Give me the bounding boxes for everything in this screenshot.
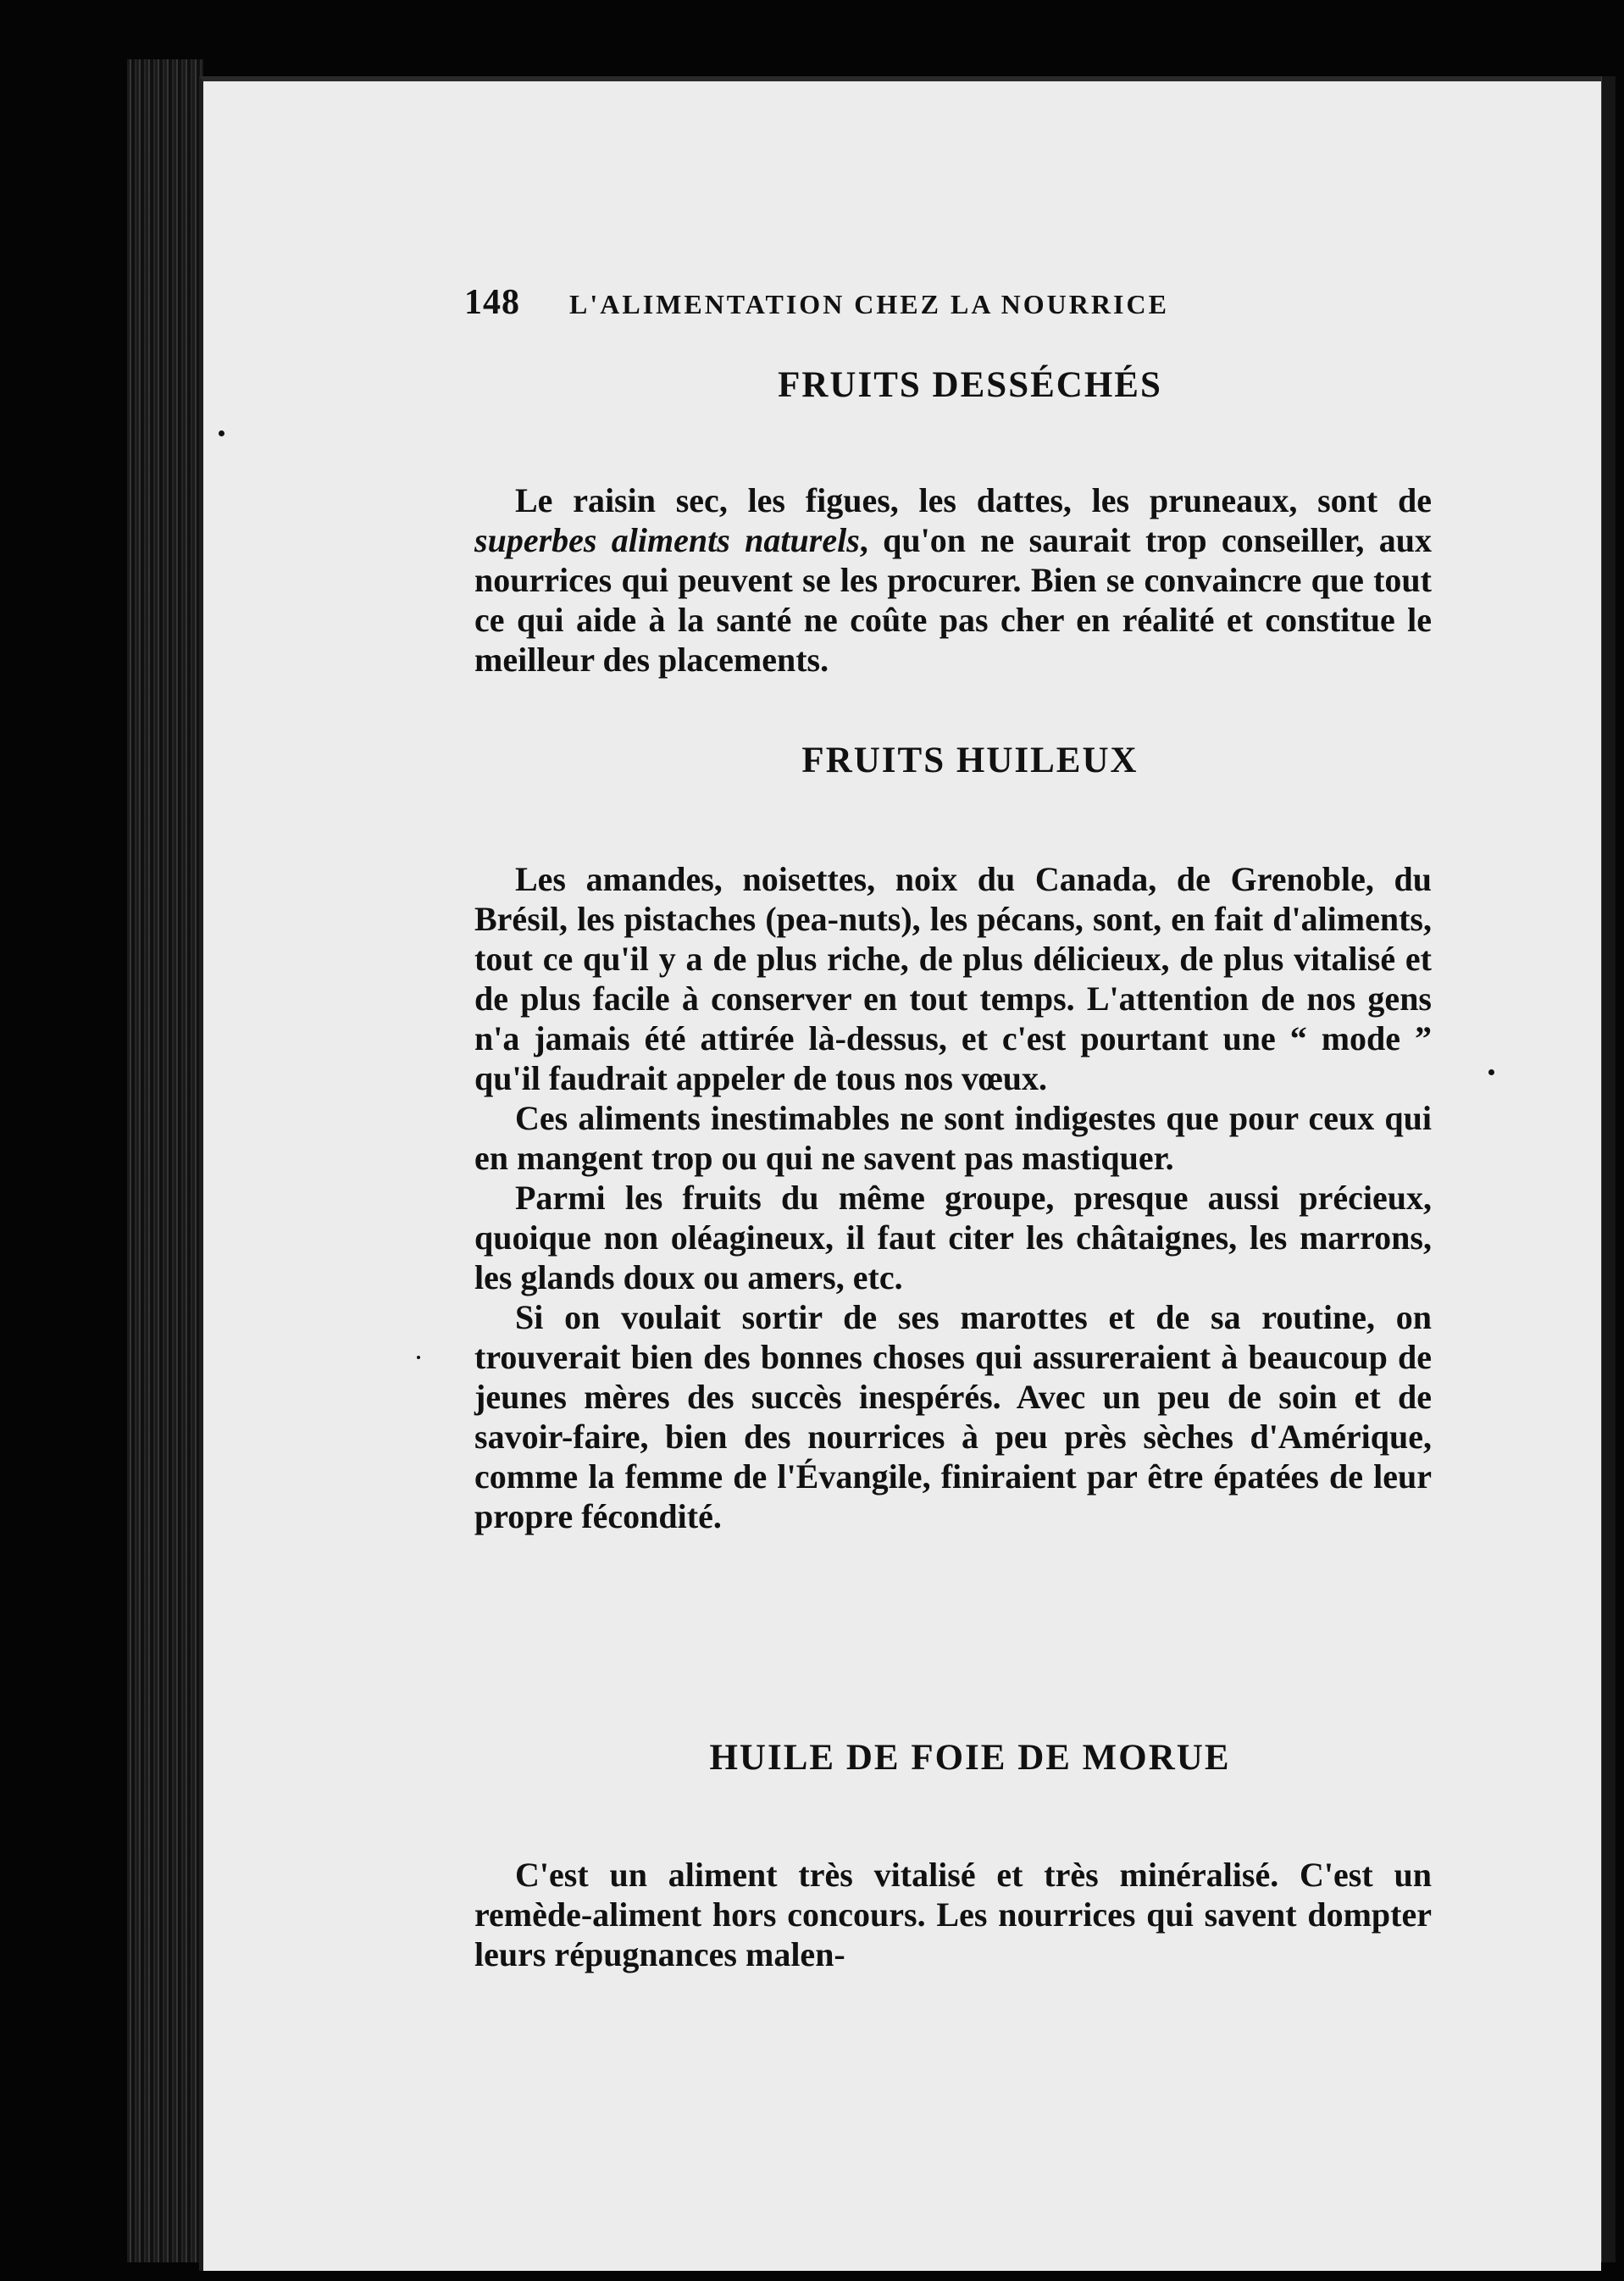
running-head — [464, 282, 1278, 323]
page-number: 148 — [464, 283, 520, 322]
running-title: L'ALIMENTATION CHEZ LA NOURRICE — [569, 289, 1169, 319]
paragraph-text: Le raisin sec, les figues, les dattes, les pruneaux, sont de — [515, 481, 1432, 519]
paragraph: Si on voulait sortir de ses marottes et de sa routine, on trouverait bien des bonnes choses qui assureraient à beaucoup de jeunes mères des succès inespérés. Avec un peu de soin et de savoir-faire, bien des nourrices à peu près sèches d'Amérique, comme la femme de l'Évangile, finiraient par être épatées de leur propre fécondité. — [474, 1298, 1432, 1535]
paragraph: Parmi les fruits du même groupe, presque aussi précieux, quoique non oléagineux, il faut citer les châtaignes, les marrons, les glands doux ou amers, etc. — [474, 1179, 1432, 1296]
paragraph: Les amandes, noisettes, noix du Canada, de Grenoble, du Brésil, les pistaches (pea-nuts), les pécans, sont, en fait d'aliments, tout ce qu'il y a de plus riche, de plus délicieux, de plus vitalisé et de plus facile à conserver en tout temps. L'attention de nos gens n'a jamais été attirée là-dessus, et c'est pourtant une “ mode ” qu'il faudrait appeler de tous nos vœux. — [474, 860, 1432, 1097]
section-heading: FRUITS DESSÉCHÉS — [778, 365, 1162, 405]
scan-speck — [417, 1356, 420, 1359]
emphasized-text: superbes aliments naturels — [474, 521, 860, 559]
paragraph: C'est un aliment très vitalisé et très minéralisé. C'est un remède-aliment hors concours. Les nourrices qui savent dompter leurs répugnances malen- — [474, 1856, 1432, 1973]
section-huile-de-foie-de-morue — [474, 1737, 1432, 1974]
paragraph-text: , qu'on ne saurait trop conseiller, aux nourrices qui peuvent se les procurer. Bien se convaincre que tout ce qui aide à la santé ne coûte pas cher en réalité et constitue le meilleur des placements. — [474, 521, 1432, 679]
scan-speck — [219, 430, 224, 436]
book-edge-left — [127, 59, 203, 2262]
section-heading: FRUITS HUILEUX — [801, 741, 1139, 780]
section-fruits-huileux — [474, 740, 1432, 1536]
paragraph: Ces aliments inestimables ne sont indigestes que pour ceux qui en mangent trop ou qui ne savent pas mastiquer. — [474, 1099, 1432, 1177]
section-fruits-desseches — [474, 364, 1432, 680]
book-edge-right — [1599, 76, 1616, 2262]
paragraph — [474, 480, 1432, 680]
scan-speck — [1488, 1069, 1494, 1075]
section-heading: HUILE DE FOIE DE MORUE — [709, 1738, 1231, 1778]
